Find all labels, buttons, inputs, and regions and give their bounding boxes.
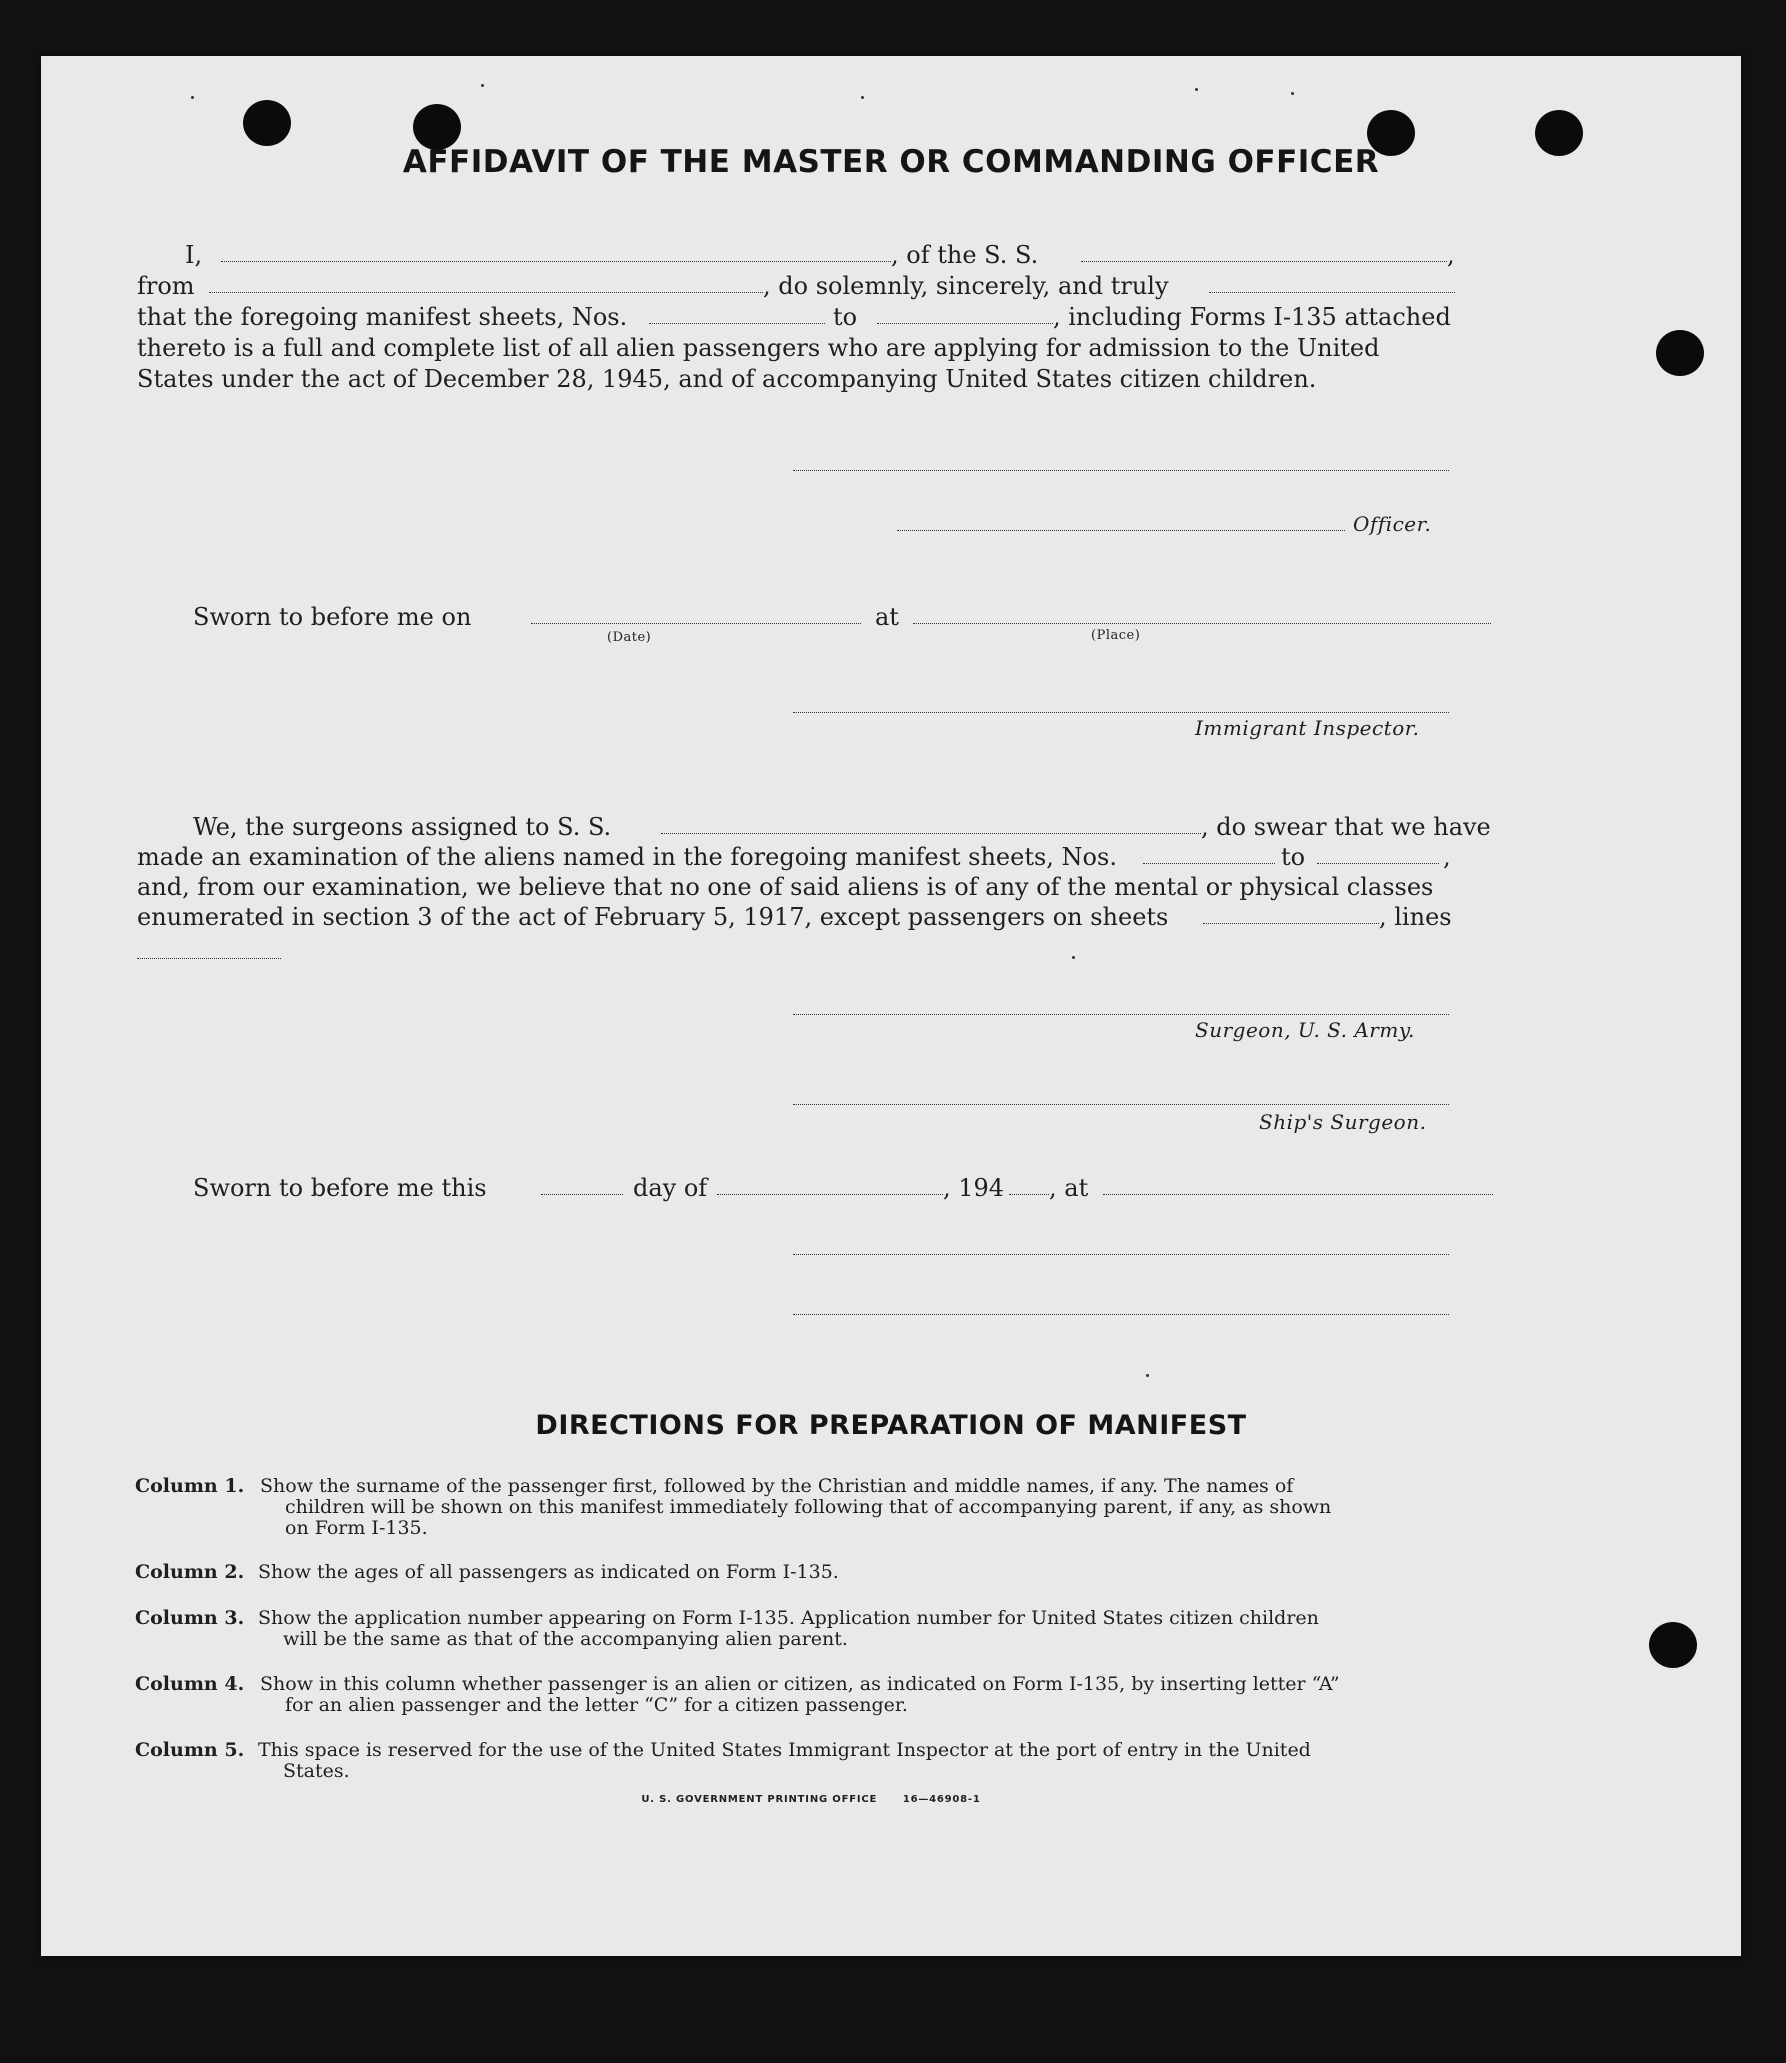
column-text-line: on Form I-135. [285,1517,428,1539]
ships-surgeon-label: Ship's Surgeon. [1259,1110,1427,1134]
sworn-month-field[interactable] [717,1194,943,1195]
affidavit-line-5 [137,363,1457,395]
surgeons-line-3 [137,871,1457,903]
surgeons-text-3: and, from our examination, we believe that no one of said aliens is of any of the mental or physical classes [137,873,1434,901]
punch-hole [1649,1622,1697,1668]
to-label: to [833,303,858,331]
sworn2-place-field[interactable] [1103,1194,1493,1195]
sworn-year-field[interactable] [1009,1194,1049,1195]
column-text [258,1562,1448,1583]
inspector-signature-line[interactable] [793,712,1449,713]
manifest-sheets-label: that the foregoing manifest sheets, Nos. [137,303,628,331]
speck [1146,1374,1149,1377]
speck [1072,956,1075,959]
signature-line[interactable] [793,1314,1449,1315]
affidavit-text-4: thereto is a full and complete list of all alien passengers who are applying for admission to the United [137,334,1380,362]
column-text-line: Show the application number appearing on Form I-135. Application number for United States citizen children [258,1607,1319,1629]
column-label: Column 3. [135,1607,245,1629]
sheets-from-field[interactable] [649,323,825,324]
column-text-line: States. [283,1760,350,1782]
column-text [260,1674,1450,1716]
surgeons-ship-field[interactable] [661,833,1201,834]
sworn-place-field[interactable] [913,623,1491,624]
place-caption: (Place) [1091,628,1141,643]
speck [481,84,484,87]
ships-surgeon-signature-line[interactable] [793,1104,1449,1105]
sworn-to-label: Sworn to before me on [193,603,472,631]
date-caption: (Date) [607,630,652,645]
affidavit-text-5: States under the act of December 28, 1945, and of accompanying United States citizen children. [137,365,1317,393]
directions-heading: DIRECTIONS FOR PREPARATION OF MANIFEST [535,1410,1247,1441]
column-text-line: This space is reserved for the use of the United States Immigrant Inspector at the port of entry in the United [258,1739,1311,1761]
sworn-line-1 [137,601,1457,633]
officer-label: Officer. [1353,512,1432,536]
master-name-field[interactable] [221,261,891,262]
lines-label: , lines [1379,903,1452,931]
exam-sheets-to-field[interactable] [1317,863,1439,864]
from-port-field[interactable] [209,292,763,293]
comma: , [1443,843,1451,871]
sworn-date-field[interactable] [531,623,861,624]
form-sheet [41,56,1741,1956]
immigrant-inspector-label: Immigrant Inspector. [1195,716,1420,740]
affidavit-line-2 [137,270,1457,302]
of-the-ss-label: , of the S. S. [891,241,1039,269]
column-label: Column 2. [135,1561,245,1583]
column-text [258,1740,1448,1782]
column-text-line: Show the surname of the passenger first, followed by the Christian and middle names, if any. The names of [260,1475,1294,1497]
forms-attached-label: , including Forms I-135 attached [1053,303,1451,331]
column-label: Column 1. [135,1475,245,1497]
except-sheets-field[interactable] [1203,923,1379,924]
column-text-line: Show the ages of all passengers as indicated on Form I-135. [258,1561,839,1583]
column-label: Column 5. [135,1739,245,1761]
speck [1195,88,1198,91]
solemnly-label: , do solemnly, sincerely, and truly [763,272,1169,300]
surgeons-line-2 [137,841,1457,873]
surgeons-text-4: enumerated in section 3 of the act of February 5, 1917, except passengers on sheets [137,903,1169,931]
column-text [260,1476,1450,1539]
surgeon-army-label: Surgeon, U. S. Army. [1195,1018,1415,1042]
examination-label: made an examination of the aliens named in the foregoing manifest sheets, Nos. [137,843,1117,871]
comma: , [1447,241,1455,269]
exam-sheets-from-field[interactable] [1143,863,1275,864]
column-text-line: Show in this column whether passenger is an alien or citizen, as indicated on Form I-135, by inserting letter “A” [260,1673,1340,1695]
punch-hole [1656,330,1704,376]
at-label: at [875,603,899,631]
sworn-line-2 [137,1172,1457,1204]
affidavit-line-3 [137,301,1457,333]
year-prefix: , 194 [943,1174,1005,1202]
from-label: from [137,272,195,300]
do-swear-label: , do swear that we have [1201,813,1491,841]
sheets-to-field[interactable] [877,323,1053,324]
day-of-label: day of [633,1174,708,1202]
speck [861,96,864,99]
officer-signature-line[interactable] [793,470,1449,471]
at-label: , at [1049,1174,1089,1202]
army-surgeon-signature-line[interactable] [793,1014,1449,1015]
surgeons-line-1 [137,811,1491,843]
sworn-day-field[interactable] [541,1194,623,1195]
column-text-line: children will be shown on this manifest immediately following that of accompanying parent, if any, as shown [285,1496,1332,1518]
sworn-this-label: Sworn to before me this [193,1174,487,1202]
speck [191,96,194,99]
column-text-line: will be the same as that of the accompanying alien parent. [283,1628,848,1650]
signature-line[interactable] [793,1254,1449,1255]
except-lines-field[interactable] [137,958,281,959]
printing-office-imprint: U. S. GOVERNMENT PRINTING OFFICE 16—46908-1 [641,1794,981,1805]
officer-title-line[interactable] [897,530,1345,531]
page-title: AFFIDAVIT OF THE MASTER OR COMMANDING OFFICER [402,144,1380,180]
punch-hole [243,100,291,146]
surgeons-assigned-label: We, the surgeons assigned to S. S. [193,813,612,841]
ship-name-field[interactable] [1081,261,1447,262]
affidavit-i: I, [185,241,203,269]
column-text [258,1608,1448,1650]
column-text-line: for an alien passenger and the letter “C” for a citizen passenger. [285,1694,908,1716]
surgeons-line-4 [137,901,1457,933]
oath-word-field[interactable] [1209,292,1455,293]
to-label: to [1281,843,1306,871]
column-label: Column 4. [135,1673,245,1695]
affidavit-line-1 [137,239,1457,271]
affidavit-line-4 [137,332,1457,364]
speck [1291,92,1294,95]
